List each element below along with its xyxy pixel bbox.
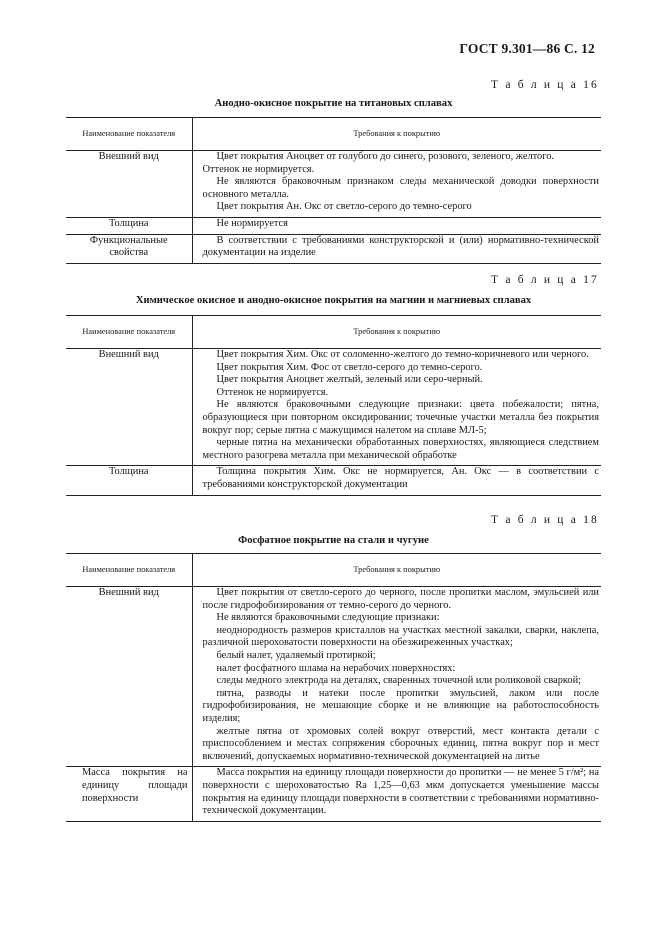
req-line: Не нормируется xyxy=(216,217,288,229)
table-16 xyxy=(66,117,601,264)
table-17 xyxy=(66,315,601,496)
row-requirement xyxy=(192,587,601,767)
table-row xyxy=(66,349,601,466)
table-17-label: Т а б л и ц а 17 xyxy=(491,274,599,286)
row-requirement xyxy=(192,466,601,495)
page-header-gost: ГОСТ 9.301—86 С. 12 xyxy=(459,41,595,56)
req-line: Цвет покрытия Аноцвет от голубого до синего, розового, зеленого, желтого. xyxy=(216,151,555,162)
table-16-label: Т а б л и ц а 16 xyxy=(491,79,599,91)
row-name: Внешний вид xyxy=(66,349,192,466)
req-line: налет фосфатного шлама на нерабочих поверхностях: xyxy=(216,662,456,674)
table-row xyxy=(66,151,601,218)
table-17-header-req: Требования к покрытию xyxy=(192,316,601,349)
req-line: черные пятна на механически обработанных поверхностях, являющиеся следствием местного разогрева металла при механической обработке xyxy=(202,437,599,461)
table-16-title: Анодно-окисное покрытие на титановых сплавах xyxy=(214,98,453,109)
table-row xyxy=(66,217,601,234)
req-line: Не являются браковочным признаком следы механической доводки поверхности основного металла. xyxy=(202,176,599,200)
table-18-title: Фосфатное покрытие на стали и чугуне xyxy=(238,535,429,546)
table-row xyxy=(66,587,601,767)
req-line: Оттенок не нормируется. xyxy=(202,163,315,175)
row-requirement xyxy=(192,217,601,234)
req-line: Цвет покрытия Хим. Окс от соломенно-желтого до темно-коричневого или черного. xyxy=(216,349,589,360)
req-line: желтые пятна от хромовых солей вокруг отверстий, мест контакта детали с приспособлением и местах сопряжения сборочных единиц, пятна вокруг пор и мест включений, допускаемых нормативно-технической документацией на литье xyxy=(202,725,599,762)
req-line: неоднородность размеров кристаллов на участках местной закалки, сварки, наклепа, различной шероховатости поверхности на обезжиреженных участках; xyxy=(202,624,599,649)
table-row xyxy=(66,466,601,495)
req-line: Масса покрытия на единицу площади поверхности до пропитки — не менее 5 г/м²; на поверхности с шероховатостью Ra 1,25—0,63 мкм допускается уменьшение массы покрытия на единицу площади поверхности в соответствии с требованиями нормативно-технической документации. xyxy=(202,767,599,817)
req-line: Цвет покрытия от светло-серого до черного, после пропитки маслом, эмульсией или после гидрофобизирования от темно-серого до черного. xyxy=(202,587,599,611)
req-line: Оттенок не нормируется. xyxy=(216,386,329,398)
row-requirement xyxy=(192,151,601,218)
table-16-header-req: Требования к покрытию xyxy=(192,118,601,151)
req-line: Толщина покрытия Хим. Окс не нормируется, Ан. Окс — в соответствии с требованиями конструкторской документации xyxy=(202,466,599,490)
table-18-header-req: Требования к покрытию xyxy=(192,554,601,587)
table-row xyxy=(66,767,601,821)
table-17-header-name: Наименование показателя xyxy=(66,316,192,349)
table-17-title: Химическое окисное и анодно-окисное покрытия на магнии и магниевых сплавах xyxy=(135,295,532,306)
row-name: Внешний вид xyxy=(66,587,192,767)
row-requirement xyxy=(192,234,601,263)
req-line: Цвет покрытия Хим. Фос от светло-серого до темно-серого. xyxy=(216,361,483,373)
row-name: Функциональные свойства xyxy=(66,234,192,263)
req-line: Цвет покрытия Ан. Окс от светло-серого до темно-серого xyxy=(216,201,472,213)
row-name: Внешний вид xyxy=(66,151,192,218)
row-name: Масса покрытия на единицу площади поверхности xyxy=(66,767,192,821)
row-requirement xyxy=(192,349,601,466)
table-18-header-name: Наименование показателя xyxy=(66,554,192,587)
req-line: Не являются браковочными следующие признаки: цвета побежалости; пятна, образующиеся при повторном оксидировании; точечные участки металла без покрытия вокруг пор; серые пятна с мажущимся налетом на сплаве МЛ-5; xyxy=(202,399,599,436)
table-18 xyxy=(66,553,601,822)
req-line: белый налет, удаляемый протиркой; xyxy=(216,649,376,661)
req-line: В соответствии с требованиями конструкторской и (или) нормативно-технической документации на изделие xyxy=(202,234,599,259)
table-16-header-name: Наименование показателя xyxy=(66,118,192,151)
row-requirement xyxy=(192,767,601,821)
req-line: пятна, разводы и натеки после пропитки эмульсией, лаком или после гидрофобизирования, не мешающие сборке и не влияющие на работоспособность изделия; xyxy=(202,687,599,724)
req-line: Не являются браковочными следующие признаки: xyxy=(216,612,440,624)
req-line: Цвет покрытия Аноцвет желтый, зеленый или серо-черный. xyxy=(216,374,483,386)
row-name: Толщина xyxy=(66,466,192,495)
table-row xyxy=(66,234,601,263)
row-name: Толщина xyxy=(66,217,192,234)
req-line: следы медного электрода на деталях, сваренных точечной или роликовой сваркой; xyxy=(216,675,582,687)
table-18-label: Т а б л и ц а 18 xyxy=(491,514,599,526)
